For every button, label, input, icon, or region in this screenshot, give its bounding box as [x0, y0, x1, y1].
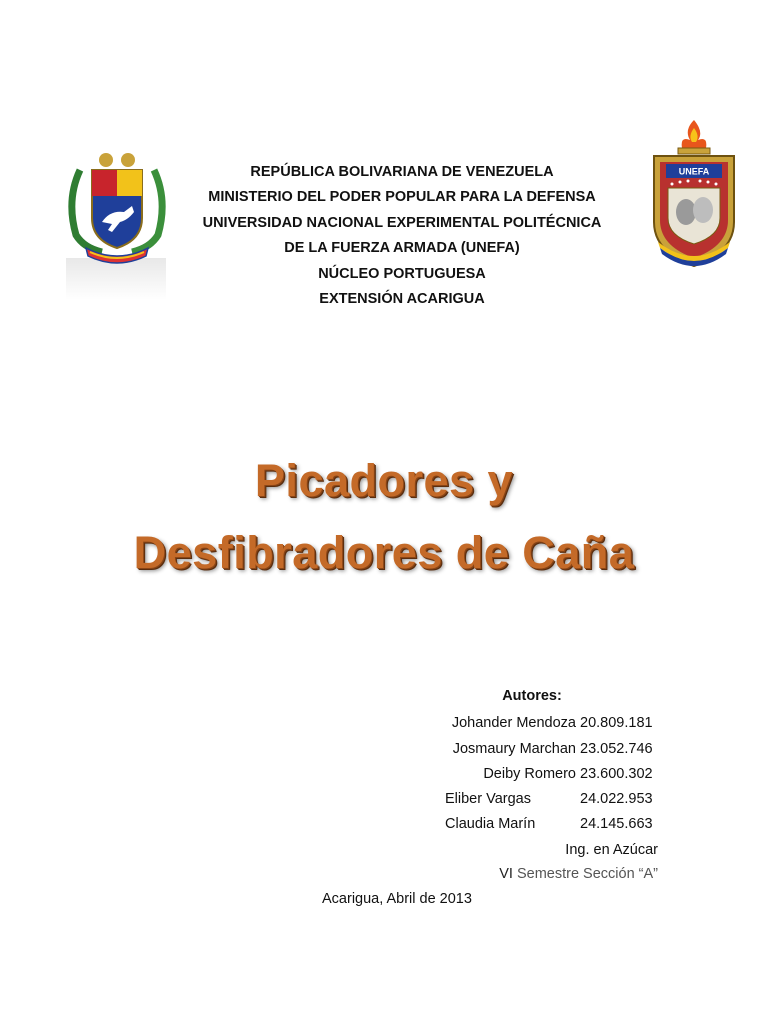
header-line-republic: REPÚBLICA BOLIVARIANA DE VENEZUELA — [250, 164, 554, 180]
venezuela-coat-of-arms-icon — [62, 140, 172, 300]
header-line-nucleus: NÚCLEO PORTUGUESA — [318, 265, 486, 282]
author-name: Johander Mendoza — [451, 715, 576, 731]
author-id: 23.052.746 — [580, 741, 653, 757]
author-name: Josmaury Marchan — [452, 741, 576, 757]
header-line-armed-forces: DE LA FUERZA ARMADA (UNEFA) — [284, 240, 520, 257]
place-and-date: Acarigua, Abril de 2013 — [322, 891, 472, 907]
author-id: 23.600.302 — [580, 766, 653, 782]
header-line-extension: EXTENSIÓN ACARIGUA — [319, 291, 485, 308]
author-name: Claudia Marín — [445, 816, 536, 832]
document-title-line-1: Picadores y — [254, 455, 514, 506]
authors-heading: Autores: — [502, 688, 562, 704]
semester-section-label — [499, 866, 658, 882]
author-id: 24.145.663 — [580, 816, 653, 832]
unefa-crest-icon — [646, 118, 742, 270]
svg-text:UNEFA: UNEFA — [678, 166, 710, 177]
semester-section-text: Semestre Sección “A” — [516, 866, 658, 882]
institution-header — [172, 160, 632, 312]
header-line-university: UNIVERSIDAD NACIONAL EXPERIMENTAL POLITÉCNICA — [202, 214, 602, 231]
document-title-line-2: Desfibradores de Caña — [133, 527, 635, 578]
author-id: 20.809.181 — [580, 715, 653, 731]
header-line-ministry: MINISTERIO DEL PODER POPULAR PARA LA DEFENSA — [208, 189, 596, 206]
career-label: Ing. en Azúcar — [565, 842, 658, 858]
semester-number: VI — [499, 866, 513, 882]
author-name: Eliber Vargas — [445, 791, 531, 807]
author-name: Deiby Romero — [483, 766, 576, 782]
author-id: 24.022.953 — [580, 791, 653, 807]
